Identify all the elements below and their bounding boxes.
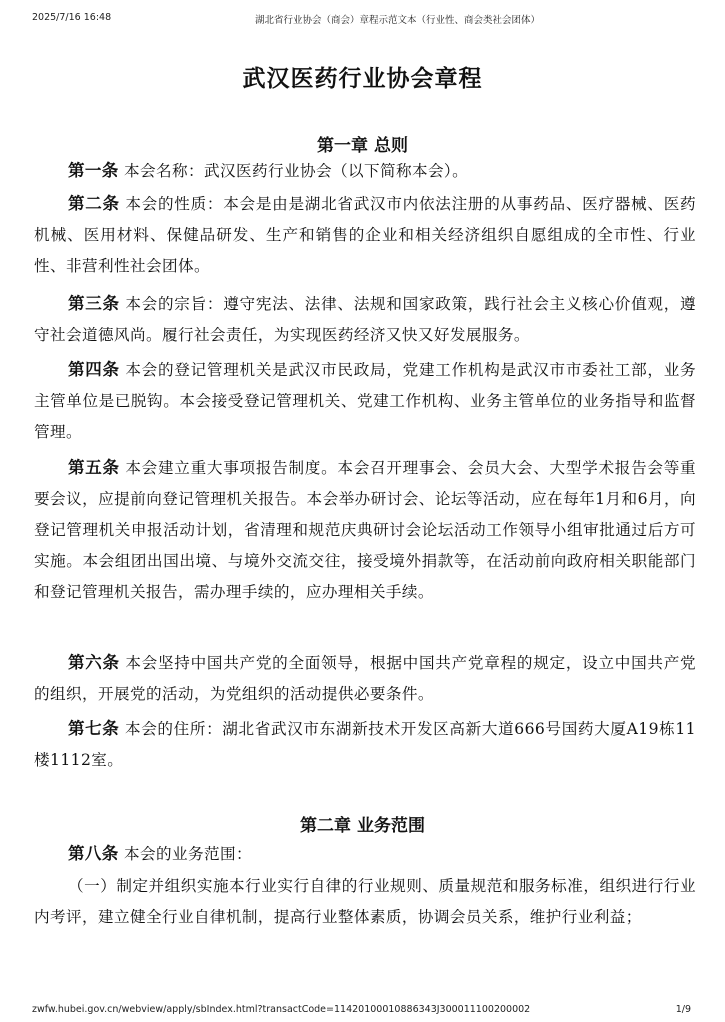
article-label: 第一条 xyxy=(68,161,119,180)
article-5 xyxy=(34,452,696,608)
article-6 xyxy=(34,647,696,710)
article-label: 第六条 xyxy=(68,653,120,672)
article-label: 第五条 xyxy=(68,458,120,477)
article-3 xyxy=(34,288,696,351)
article-4 xyxy=(34,354,696,448)
article-text: 本会名称：武汉医药行业协会（以下简称本会）。 xyxy=(118,162,469,180)
article-label: 第八条 xyxy=(68,844,119,863)
print-header-title: 湖北省行业协会（商会）章程示范文本（行业性、商会类社会团体） xyxy=(254,15,540,26)
article-8 xyxy=(34,838,696,870)
page-number: 1/9 xyxy=(675,1004,691,1015)
article-7 xyxy=(34,713,696,776)
article-label: 第四条 xyxy=(68,360,120,379)
print-footer-url: zwfw.hubei.gov.cn/webview/apply/sbIndex.html?transactCode=11420100010886343J300011100200002 xyxy=(32,1004,531,1015)
article-2 xyxy=(34,188,696,282)
chapter-2-heading: 第二章 业务范围 xyxy=(300,816,425,836)
article-label: 第七条 xyxy=(68,719,120,738)
article-text: 本会的登记管理机关是武汉市民政局，党建工作机构是武汉市市委社工部，业务主管单位是已脱钩。本会接受登记管理机关、党建工作机构、业务主管单位的业务指导和监督管理。 xyxy=(34,361,697,441)
article-label: 第三条 xyxy=(68,294,120,313)
article-text: 本会坚持中国共产党的全面领导，根据中国共产党章程的规定，设立中国共产党的组织，开展党的活动，为党组织的活动提供必要条件。 xyxy=(34,654,697,703)
article-label: 第二条 xyxy=(68,194,120,213)
article-text: 本会的性质：本会是由是湖北省武汉市内依法注册的从事药品、医疗器械、医药机械、医用材料、保健品研发、生产和销售的企业和相关经济组织自愿组成的全市性、行业性、非营利性社会团体。 xyxy=(34,195,697,275)
chapter-1-heading: 第一章 总则 xyxy=(317,136,408,156)
document-title: 武汉医药行业协会章程 xyxy=(242,66,483,92)
article-text: 本会的宗旨：遵守宪法、法律、法规和国家政策，践行社会主义核心价值观，遵守社会道德风尚。履行社会责任，为实现医药经济又快又好发展服务。 xyxy=(34,295,697,344)
article-1 xyxy=(34,155,696,187)
scope-item-1: （一）制定并组织实施本行业实行自律的行业规则、质量规范和服务标准，组织进行行业内考评，建立健全行业自律机制，提高行业整体素质，协调会员关系，维护行业利益； xyxy=(34,877,696,926)
article-text: 本会建立重大事项报告制度。本会召开理事会、会员大会、大型学术报告会等重要会议，应提前向登记管理机关报告。本会举办研讨会、论坛等活动，应在每年1月和6月，向登记管理机关申报活动计划，省清理和规范庆典研讨会论坛活动工作领导小组审批通过后方可实施。本会组团出国出境、与境外交流交往，接受境外捐款等，在活动前向政府相关职能部门和登记管理机关报告，需办理手续的，应办理相关手续。 xyxy=(34,459,697,601)
article-text: 本会的业务范围： xyxy=(118,845,253,863)
print-timestamp: 2025/7/16 16:48 xyxy=(32,12,112,23)
article-text: 本会的住所：湖北省武汉市东湖新技术开发区高新大道666号国药大厦A19栋11楼1112室。 xyxy=(34,720,696,769)
